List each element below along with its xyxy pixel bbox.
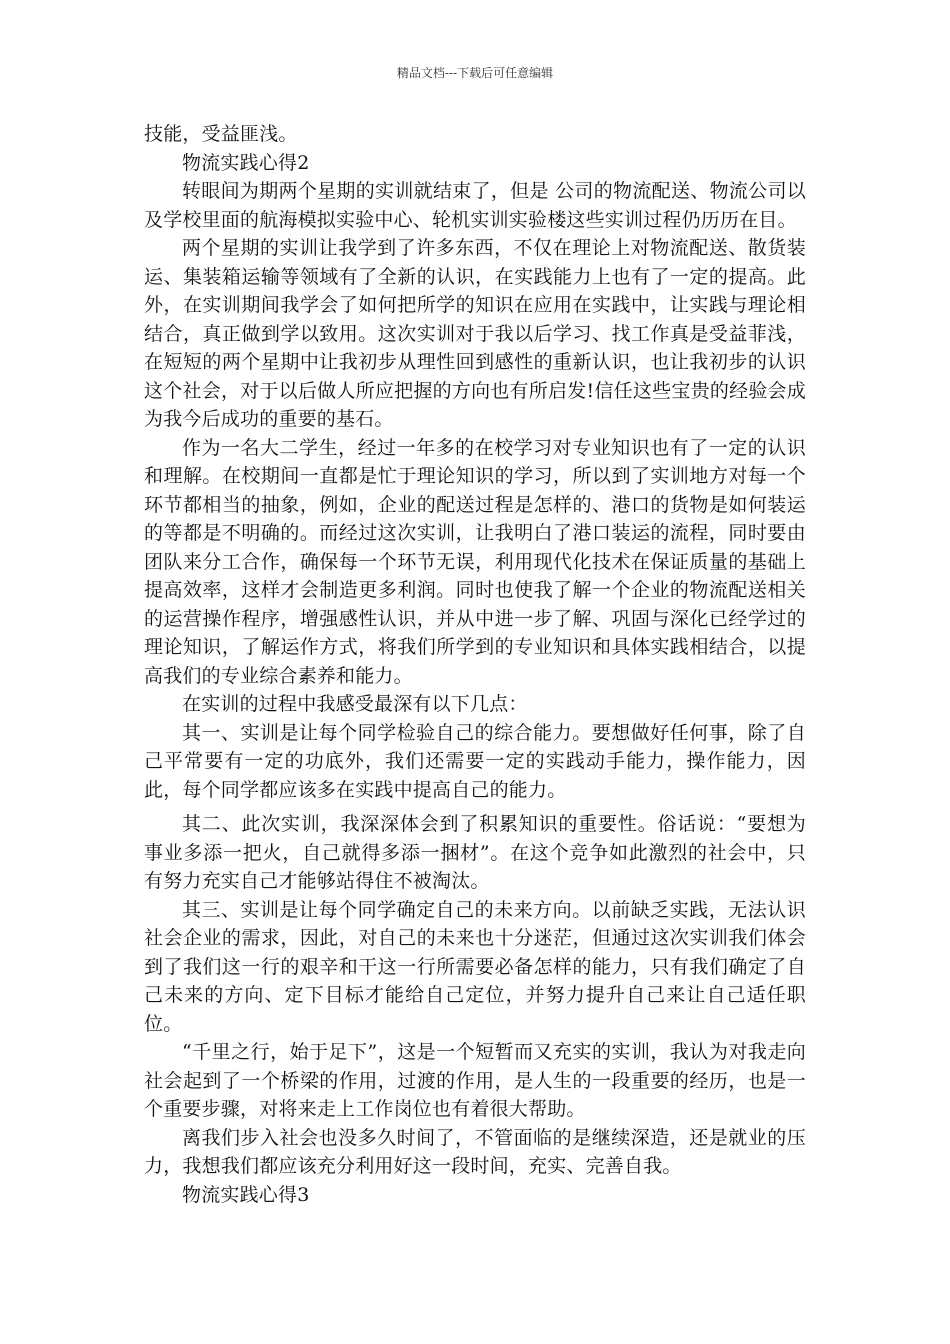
paragraph-continuation: 技能，受益匪浅。 (144, 123, 298, 145)
paragraph: 作为一名大二学生，经过一年多的在校学习对专业知识也有了一定的认识和理解。在校期间一直都是忙于理论知识的学习，所以到了实训地方对每一个环节都相当的抽象，例如，企业的配送过程是怎样的、港口的货物是如何装运的等都是不明确的。而经过这次实训，让我明白了港口装运的流程，同时要由团队来分工合作，确保每一个环节无误，利用现代化技术在保证质量的基础上提高效率，这样才会制造更多利润。同时也使我了解一个企业的物流配送相关的运营操作程序，增强感性认识，并从中进一步了解、巩固与深化已经学过的理论知识，了解运作方式，将我们所学到的专业知识和具体实践相结合，以提高我们的专业综合素养和能力。 (144, 436, 806, 687)
paragraph-point-2: 其二、此次实训，我深深体会到了积累知识的重要性。俗话说：“要想为事业多添一把火，自己就得多添一捆材”。在这个竞争如此激烈的社会中，只有努力充实自己才能够站得住不被淘汰。 (144, 813, 806, 892)
paragraph: 离我们步入社会也没多久时间了，不管面临的是继续深造，还是就业的压力，我想我们都应该充分利用好这一段时间，充实、完善自我。 (144, 1126, 806, 1177)
paragraph-point-1: 其一、实训是让每个同学检验自己的综合能力。要想做好任何事，除了自己平常要有一定的功底外，我们还需要一定的实践动手能力，操作能力，因此，每个同学都应该多在实践中提高自己的能力。 (144, 721, 806, 801)
section-title-3: 物流实践心得3 (182, 1183, 310, 1206)
document-body (144, 120, 806, 1209)
paragraph: 两个星期的实训让我学到了许多东西，不仅在理论上对物流配送、散货装运、集装箱运输等领域有了全新的认识，在实践能力上也有了一定的提高。此外，在实训期间我学会了如何把所学的知识在应用在实践中，让实践与理论相结合，真正做到学以致用。这次实训对于我以后学习、找工作真是受益菲浅，在短短的两个星期中让我初步从理性回到感性的重新认识，也让我初步的认识这个社会，对于以后做人所应把握的方向也有所启发!信任这些宝贵的经验会成为我今后成功的重要的基石。 (144, 237, 806, 430)
section-title-2: 物流实践心得2 (182, 151, 310, 174)
paragraph: 在实训的过程中我感受最深有以下几点： (182, 693, 528, 715)
paragraph: 转眼间为期两个星期的实训就结束了，但是 公司的物流配送、物流公司以及学校里面的航海模拟实验中心、轮机实训实验楼这些实训过程仍历历在目。 (144, 180, 806, 231)
paragraph-point-3: 其三、实训是让每个同学确定自己的未来方向。以前缺乏实践，无法认识社会企业的需求，因此，对自己的未来也十分迷茫，但通过这次实训我们体会到了我们这一行的艰辛和干这一行所需要必备怎样的能力，只有我们确定了自己未来的方向、定下目标才能给自己定位，并努力提升自己来让自己适任职位。 (144, 898, 806, 1035)
paragraph: “千里之行，始于足下”，这是一个短暂而又充实的实训，我认为对我走向社会起到了一个桥梁的作用，过渡的作用，是人生的一段重要的经历，也是一个重要步骤，对将来走上工作岗位也有着很大帮助。 (144, 1041, 806, 1120)
page-header: 精品文档---下载后可任意编辑 (396, 66, 554, 80)
